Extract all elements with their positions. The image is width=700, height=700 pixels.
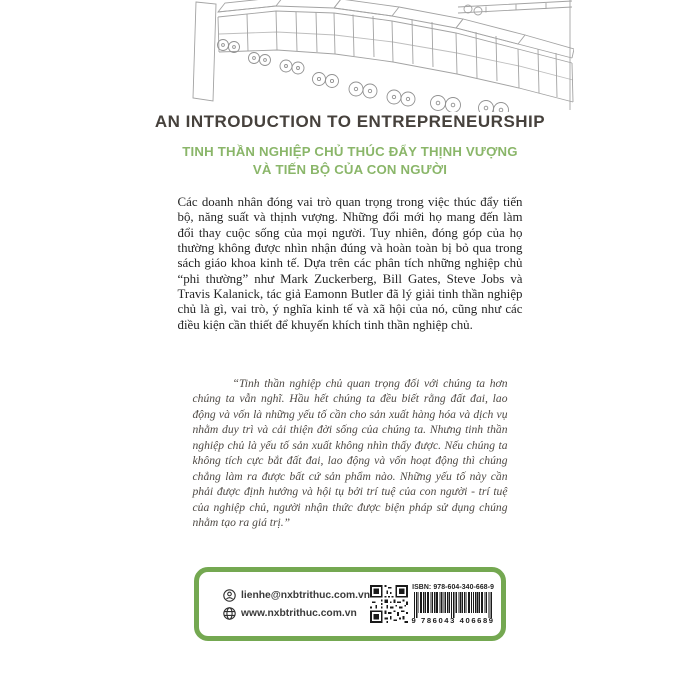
contact-icon — [223, 589, 236, 602]
globe-icon — [223, 607, 236, 620]
quote-paragraph: “Tinh thần nghiệp chủ quan trọng đối với chúng ta hơn chúng ta vẫn nghĩ. Hầu hết chúng ta đều biết rằng đất đai, lao động và vốn là những yếu tố cần cho sản xuất hàng hóa và dịch vụ nhằm duy trì và cải thiện đời sống của chúng ta. Nhưng tinh thần nghiệp chủ là yếu tố sản xuất không nhìn thấy được. Nếu chúng ta không tích cực bắt đất đai, lao động và vốn hoạt động thì chúng chẳng làm ra được bất cứ sản phẩm nào. Những yếu tố này cần phải được định hướng và hội tụ bởi trí tuệ của con người - trí tuệ của nghiệp chủ, người nhận thức được biện pháp sử dụng chúng nhằm tạo ra giá trị.” — [192, 377, 508, 530]
ean-barcode — [414, 592, 492, 618]
qr-code — [370, 585, 408, 623]
email-text: lienhe@nxbtrithuc.com.vn — [241, 589, 371, 601]
website-row — [223, 607, 370, 620]
page-title: AN INTRODUCTION TO ENTREPRENEURSHIP — [154, 112, 546, 131]
email-row — [223, 589, 370, 602]
description-paragraph: Các doanh nhân đóng vai trò quan trọng trong việc thúc đẩy tiến bộ, năng suất và thịnh vượng. Những đổi mới họ mang đến làm đổi thay cuộc sống của mọi người. Tuy nhiên, đóng góp của họ thường không được nhìn nhận đúng và hoàn toàn bị bỏ qua trong sách giáo khoa kinh tế. Dựa trên các phân tích những nghiệp chủ “phi thường” như Mark Zuckerberg, Bill Gates, Steve Jobs và Travis Kalanick, tác giả Eamonn Butler đã lý giải tinh thần nghiệp chủ là gì, vai trò, ý nghĩa kinh tế và xã hội của nó, cũng như các điều kiện cần thiết để khuyến khích tinh thần nghiệp chủ. — [177, 195, 523, 332]
subtitle-line-2: VÀ TIẾN BỘ CỦA CON NGƯỜI — [252, 162, 448, 177]
storefront-illustration — [126, 0, 574, 112]
website-text: www.nxbtrithuc.com.vn — [241, 607, 357, 619]
ean-digits: 9 786043 406689 — [411, 615, 495, 625]
contact-block — [223, 589, 370, 620]
publisher-info-box — [194, 567, 506, 641]
barcode-block — [413, 584, 493, 625]
isbn-label: ISBN: 978-604-340-668-9 — [412, 583, 495, 591]
subtitle-line-1: TINH THẦN NGHIỆP CHỦ THÚC ĐẨY THỊNH VƯỢNG — [182, 144, 518, 159]
subtitle — [0, 143, 700, 179]
